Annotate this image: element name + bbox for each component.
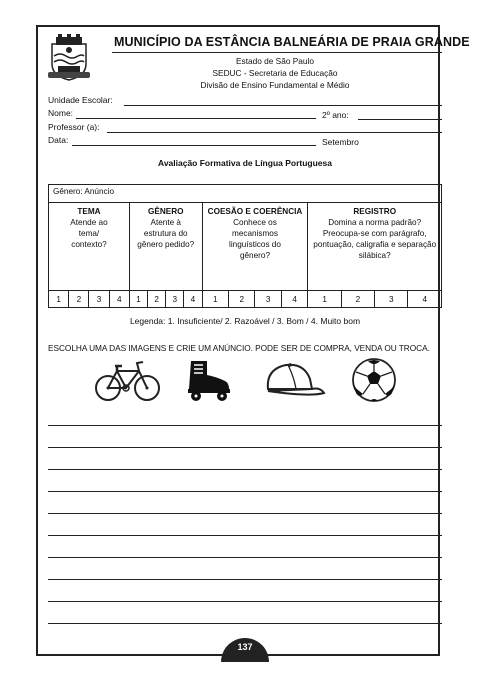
title-rule xyxy=(112,52,442,53)
score-cell[interactable]: 1 xyxy=(49,291,69,308)
city-crest-icon xyxy=(48,34,90,82)
writing-line[interactable] xyxy=(48,491,442,492)
year-field[interactable] xyxy=(358,119,442,120)
score-cell[interactable]: 4 xyxy=(408,291,442,308)
score-cell[interactable]: 1 xyxy=(202,291,228,308)
date-label: Data: xyxy=(48,135,69,145)
score-cell[interactable]: 3 xyxy=(89,291,109,308)
score-cell[interactable]: 2 xyxy=(341,291,374,308)
writing-line[interactable] xyxy=(48,447,442,448)
writing-line[interactable] xyxy=(48,513,442,514)
year-label: 2º ano: xyxy=(322,110,349,120)
score-cell[interactable]: 2 xyxy=(229,291,255,308)
month-text: Setembro xyxy=(322,137,359,147)
page-title: MUNICÍPIO DA ESTÂNCIA BALNEÁRIA DE PRAIA GRANDE xyxy=(114,35,470,49)
teacher-label: Professor (a): xyxy=(48,122,100,132)
score-cell[interactable]: 4 xyxy=(184,291,202,308)
criterion-heading: REGISTRO xyxy=(353,207,397,216)
score-cell[interactable]: 3 xyxy=(375,291,408,308)
writing-line[interactable] xyxy=(48,623,442,624)
page-number: 137 xyxy=(237,642,253,652)
rubric-table xyxy=(48,184,442,308)
soccer-ball-icon[interactable] xyxy=(350,357,398,403)
genre-cell: Gênero: Anúncio xyxy=(49,185,442,203)
score-cell[interactable]: 4 xyxy=(281,291,308,308)
school-label: Unidade Escolar: xyxy=(48,95,113,105)
criterion-text: Atende ao tema/ contexto? xyxy=(70,218,108,249)
score-cell[interactable]: 1 xyxy=(308,291,341,308)
state-text: Estado de São Paulo xyxy=(236,56,314,66)
school-field[interactable] xyxy=(124,105,442,106)
writing-line[interactable] xyxy=(48,469,442,470)
writing-line[interactable] xyxy=(48,579,442,580)
criterion-coesao xyxy=(202,203,308,291)
criterion-text: Atente à estrutura do gênero pedido? xyxy=(137,218,195,249)
writing-line[interactable] xyxy=(48,601,442,602)
criterion-text: Domina a norma padrão? Preocupa-se com parágrafo, pontuação, caligrafia e separação silábica? xyxy=(313,218,437,260)
bicycle-icon[interactable] xyxy=(95,357,161,403)
roller-skate-icon[interactable] xyxy=(185,357,233,403)
writing-line[interactable] xyxy=(48,557,442,558)
score-cell[interactable]: 1 xyxy=(129,291,147,308)
criterion-heading: COESÃO E COERÊNCIA xyxy=(207,207,303,216)
score-cell[interactable]: 3 xyxy=(166,291,184,308)
date-field[interactable] xyxy=(72,145,316,146)
criterion-heading: GÊNERO xyxy=(147,207,184,216)
score-cell[interactable]: 2 xyxy=(148,291,166,308)
name-label: Nome: xyxy=(48,108,74,118)
criterion-registro xyxy=(308,203,442,291)
criterion-heading: TEMA xyxy=(77,207,101,216)
instruction-text: ESCOLHA UMA DAS IMAGENS E CRIE UM ANÚNCIO. PODE SER DE COMPRA, VENDA OU TROCA. xyxy=(48,343,430,353)
criterion-tema xyxy=(49,203,130,291)
legend-text: Legenda: 1. Insuficiente/ 2. Razoável / 3. Bom / 4. Muito bom xyxy=(129,316,361,326)
cap-icon[interactable] xyxy=(262,357,326,403)
score-cell[interactable]: 2 xyxy=(69,291,89,308)
score-cell[interactable]: 3 xyxy=(255,291,281,308)
division-text: Divisão de Ensino Fundamental e Médio xyxy=(200,80,350,90)
score-cell[interactable]: 4 xyxy=(109,291,129,308)
teacher-field[interactable] xyxy=(107,132,442,133)
name-field[interactable] xyxy=(76,118,316,119)
writing-line[interactable] xyxy=(48,425,442,426)
writing-line[interactable] xyxy=(48,535,442,536)
criterion-text: Conhece os mecanismos linguísticos do gênero? xyxy=(229,218,281,260)
assessment-title: Avaliação Formativa de Língua Portuguesa xyxy=(158,158,332,168)
secretariat-text: SEDUC - Secretaria de Educação xyxy=(212,68,338,78)
criterion-genero xyxy=(129,203,202,291)
